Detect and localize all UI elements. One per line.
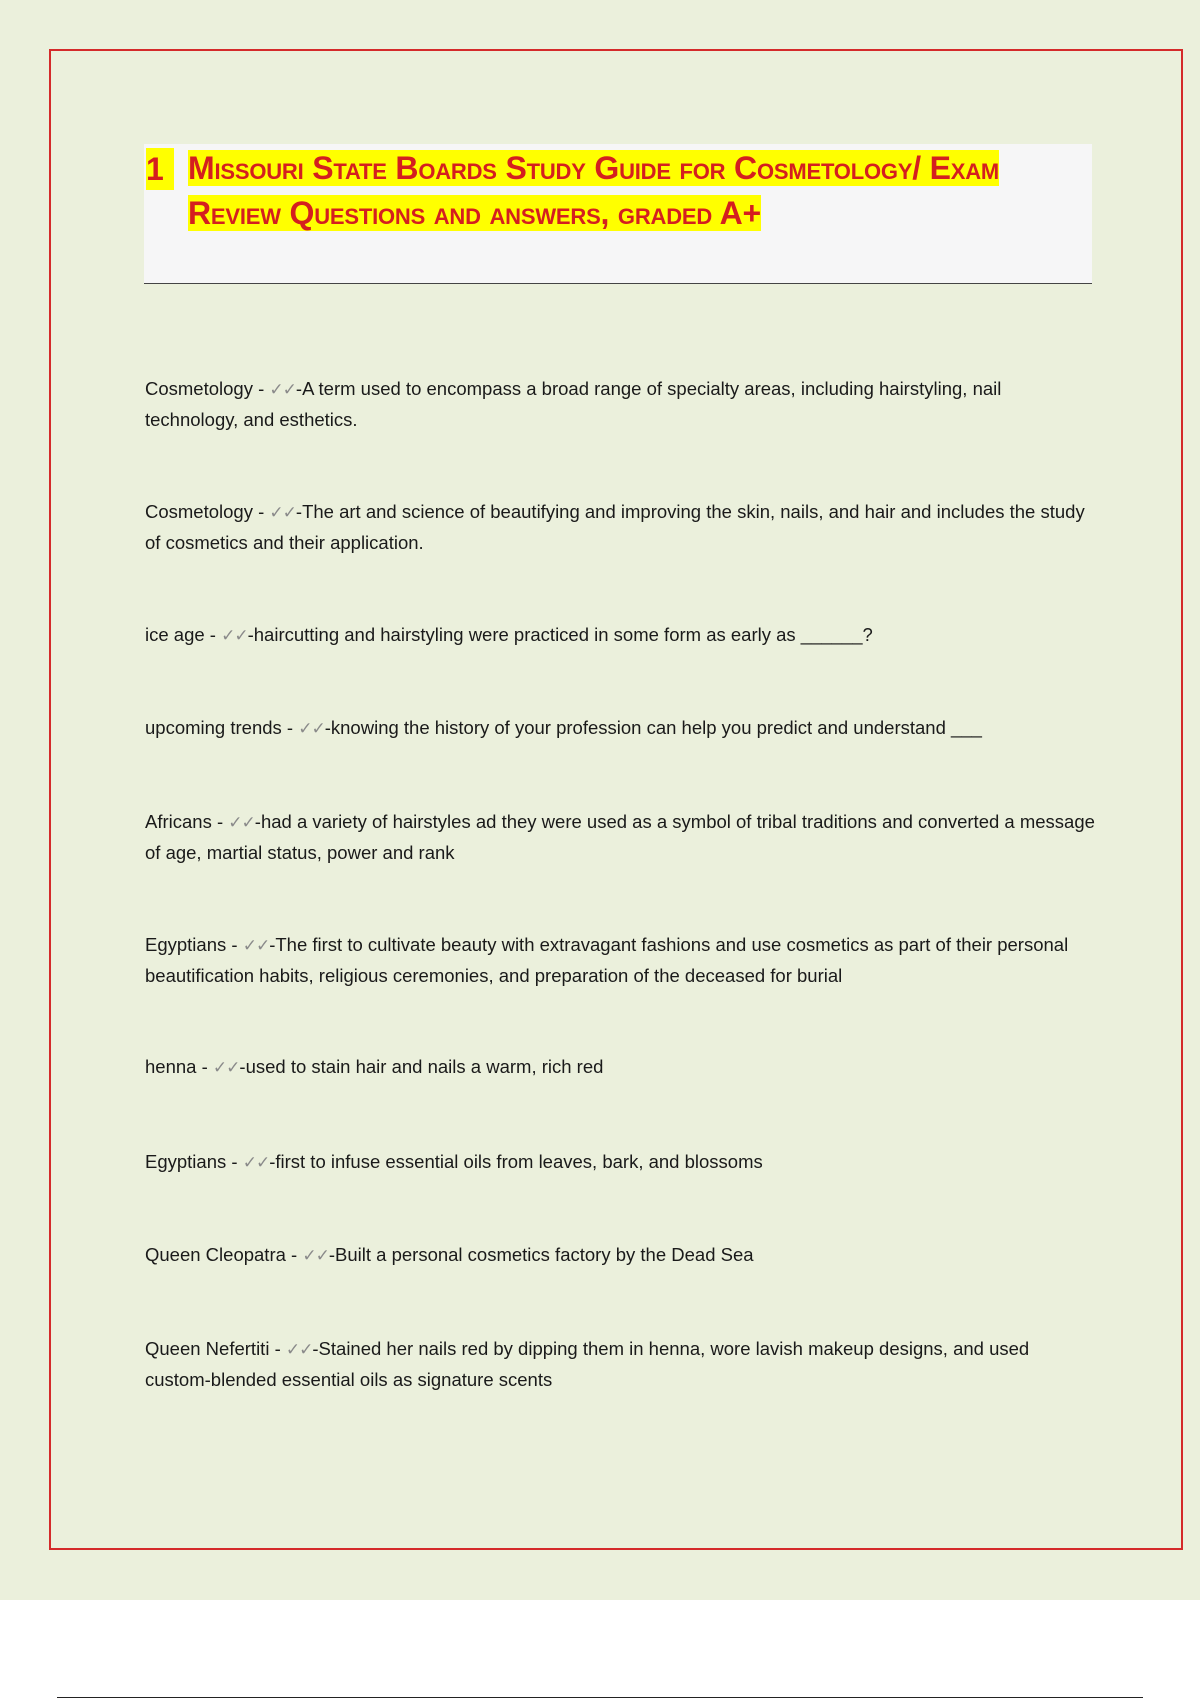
term: Cosmetology [145, 378, 253, 399]
heading-number: 1 [146, 148, 174, 190]
separator: - [258, 378, 265, 399]
double-check-icon: ✓✓ [285, 1340, 313, 1360]
double-check-icon: ✓✓ [269, 503, 296, 523]
term: Africans [145, 811, 212, 832]
double-check-icon: ✓✓ [302, 1246, 329, 1266]
separator: - [274, 1338, 281, 1359]
answer: -The art and science of beautifying and improving the skin, nails, and hair and includes the study of cosmetics and their application. [145, 501, 1085, 553]
double-check-icon: ✓✓ [269, 380, 296, 400]
list-item [145, 1052, 1095, 1083]
term: Cosmetology [145, 501, 253, 522]
separator: - [286, 717, 294, 738]
list-item [145, 374, 1095, 434]
list-item [145, 497, 1095, 557]
separator: - [216, 811, 224, 832]
page-title [188, 146, 1088, 236]
double-check-icon: ✓✓ [242, 1153, 270, 1173]
separator: - [291, 1244, 298, 1265]
separator: - [201, 1056, 208, 1077]
list-item [145, 930, 1095, 990]
answer: -haircutting and hairstyling were practiced in some form as early as ______? [247, 624, 873, 645]
answer: -Stained her nails red by dipping them in henna, wore lavish makeup designs, and used custom-blended essential oils as signature scents [145, 1338, 1030, 1390]
answer: -had a variety of hairstyles ad they were used as a symbol of tribal traditions and converted a message of age, martial status, power and rank [145, 811, 1095, 863]
page-title-text: Missouri State Boards Study Guide for Cosmetology/ Exam Review Questions and answers, graded A+ [188, 150, 1000, 231]
separator: - [258, 501, 265, 522]
answer: -used to stain hair and nails a warm, rich red [239, 1056, 604, 1077]
double-check-icon: ✓✓ [298, 719, 325, 739]
answer: -first to infuse essential oils from leaves, bark, and blossoms [269, 1151, 763, 1172]
list-item [145, 807, 1095, 867]
term: henna [145, 1056, 197, 1077]
answer: -A term used to encompass a broad range of specialty areas, including hairstyling, nail technology, and esthetics. [145, 378, 1002, 430]
term: upcoming trends [145, 717, 282, 738]
title-block [144, 144, 1092, 284]
list-item [145, 713, 1095, 744]
footer-rule [57, 1697, 1143, 1698]
separator: - [231, 934, 238, 955]
double-check-icon: ✓✓ [242, 936, 270, 956]
term: Queen Nefertiti [145, 1338, 270, 1359]
list-item [145, 1240, 1095, 1271]
answer: -knowing the history of your profession can help you predict and understand ___ [324, 717, 982, 738]
list-item [145, 1147, 1095, 1178]
term: Egyptians [145, 934, 227, 955]
separator: - [209, 624, 216, 645]
term: ice age [145, 624, 205, 645]
list-item [145, 1334, 1095, 1394]
answer: -The first to cultivate beauty with extravagant fashions and use cosmetics as part of their personal beautification habits, religious ceremonies, and preparation of the deceased for burial [145, 934, 1069, 986]
double-check-icon: ✓✓ [221, 626, 248, 646]
double-check-icon: ✓✓ [228, 813, 255, 833]
term: Queen Cleopatra [145, 1244, 286, 1265]
term: Egyptians [145, 1151, 227, 1172]
double-check-icon: ✓✓ [212, 1058, 240, 1078]
answer: -Built a personal cosmetics factory by the Dead Sea [328, 1244, 754, 1265]
separator: - [231, 1151, 238, 1172]
list-item [145, 620, 1095, 651]
